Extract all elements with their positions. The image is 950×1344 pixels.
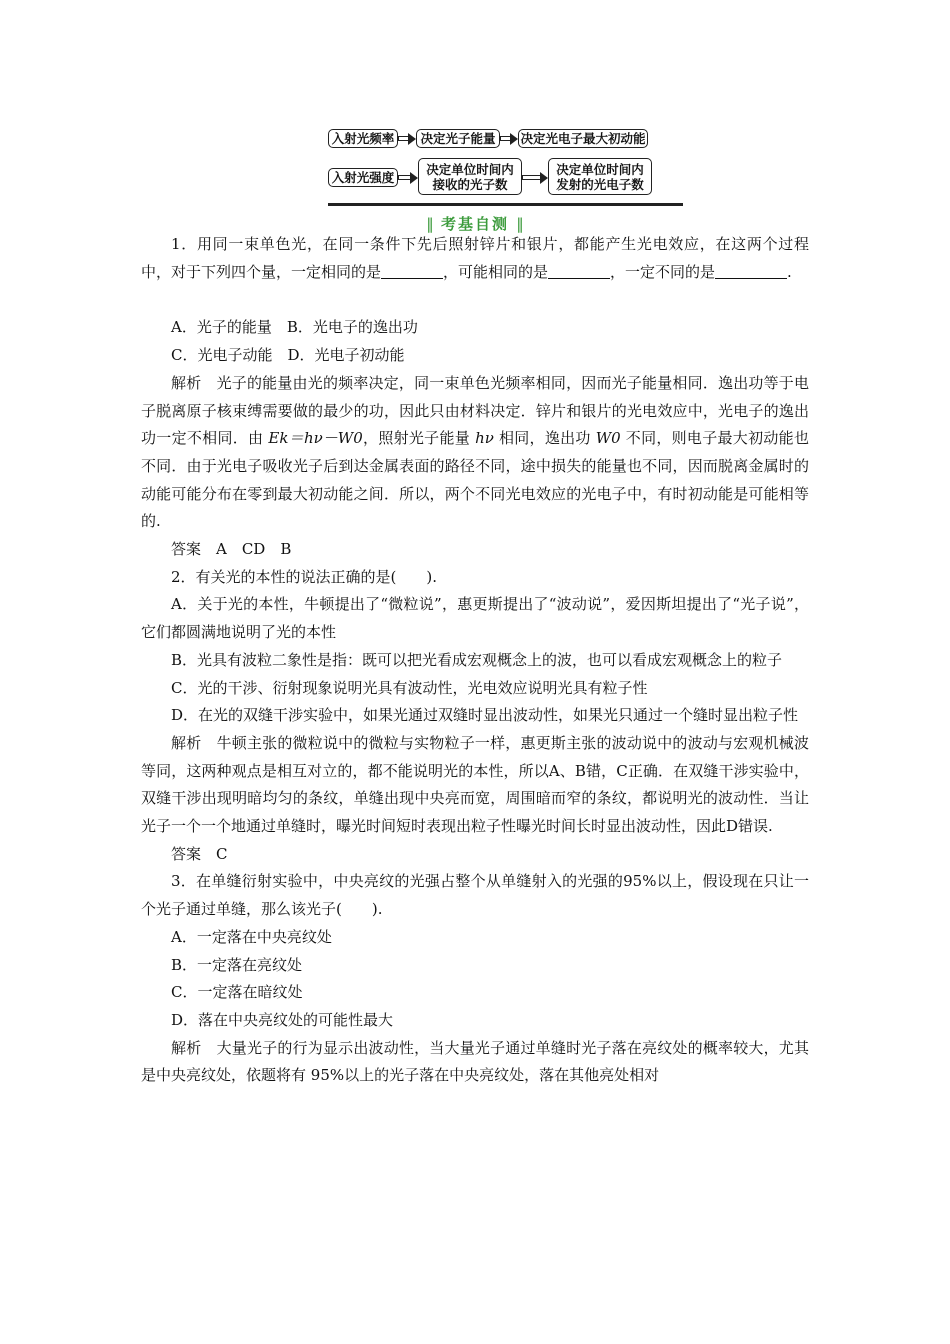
- q3-option-a: A．一定落在中央亮纹处: [171, 927, 332, 946]
- q2-analysis: 解析 牛顿主张的微粒说中的微粒与实物粒子一样，惠更斯主张的波动说中的波动与宏观机械波等同，这两种观点是相互对立的，都不能说明光的本性，所以A、B错，C正确．在双缝干涉实验中，双缝干涉出现明暗均匀的条纹，单缝出现中央亮而宽，周围暗而窄的条纹，都说明光的波动性．当让光子一个一个地通过单缝时，曝光时间短时表现出粒子性曝光时间长时显出波动性，因此D错误.: [141, 733, 809, 836]
- q1-analysis: 解析 光子的能量由光的频率决定，同一束单色光频率相同，因而光子能量相同．逸出功等于电子脱离原子核束缚需要做的最少的功，因此只由材料决定．锌片和银片的光电效应中，光电子的逸出功一定不相同．由 Ek＝hν－W0，照射光子能量 hν 相同，逸出功 W0 不同，则电子最大初动能也不同．由于光电子吸收光子后到达金属表面的路径不同，途中损失的能量也不同，因而脱离金属时的动能可能分布在零到最大初动能之间．所以，两个不同光电效应的光电子中，有时初动能是可能相等的.: [141, 373, 809, 531]
- question-content: [141, 231, 809, 1090]
- q3-option-c: C．一定落在暗纹处: [171, 983, 303, 1002]
- q2-option-b: B．光具有波粒二象性是指：既可以把光看成宏观概念上的波，也可以看成宏观概念上的粒子: [171, 650, 783, 669]
- box-incident-intensity: 入射光强度: [328, 168, 398, 187]
- q2-stem: 2．有关光的本性的说法正确的是( ).: [171, 567, 438, 586]
- answer-blank: [715, 260, 787, 279]
- q1-answer: 答案 A CD B: [171, 540, 292, 559]
- box-photon-energy: 决定光子能量: [416, 129, 500, 148]
- q1-options-line2: C．光电子动能 D．光电子初动能: [171, 346, 405, 365]
- q3-option-d: D．落在中央亮纹处的可能性最大: [171, 1010, 394, 1029]
- answer-blank: [548, 260, 610, 279]
- box-max-kinetic-energy: 决定光电子最大初动能: [518, 129, 648, 148]
- answer-blank: [381, 260, 443, 279]
- q1-stem: 1．用同一束单色光，在同一条件下先后照射锌片和银片，都能产生光电效应，在这两个过程中，对于下列四个量，一定相同的是 ，可能相同的是 ，一定不同的是 .: [141, 235, 809, 281]
- q2-answer: 答案 C: [171, 844, 228, 863]
- q2-option-c: C．光的干涉、衍射现象说明光具有波动性，光电效应说明光具有粒子性: [171, 678, 648, 697]
- arrow-icon: [500, 133, 518, 145]
- q2-option-a: A．关于光的本性，牛顿提出了“微粒说”，惠更斯提出了“波动说”，爱因斯坦提出了“光子说”，它们都圆满地说明了光的本性: [141, 595, 809, 642]
- heading-bar-right: ‖: [516, 215, 524, 233]
- q3-option-b: B．一定落在亮纹处: [171, 955, 303, 974]
- arrow-icon: [398, 172, 418, 184]
- q3-stem: 3．在单缝衍射实验中，中央亮纹的光强占整个从单缝射入的光强的95%以上，假设现在只让一个光子通过单缝，那么该光子( ).: [141, 872, 809, 919]
- q1-options-line1: A．光子的能量 B．光电子的逸出功: [171, 318, 418, 337]
- diagram-rule: [328, 203, 683, 206]
- arrow-icon: [522, 172, 548, 184]
- flow-diagram: [328, 127, 683, 207]
- arrow-icon: [398, 133, 416, 145]
- q3-analysis: 解析 大量光子的行为显示出波动性，当大量光子通过单缝时光子落在亮纹处的概率较大，尤其是中央亮纹处，依题将有 95%以上的光子落在中央亮纹处，落在其他亮处相对: [141, 1038, 809, 1085]
- q2-option-d: D．在光的双缝干涉实验中，如果光通过双缝时显出波动性，如果光只通过一个缝时显出粒子性: [171, 706, 799, 725]
- section-title: 考基自测: [440, 215, 509, 233]
- box-photoelectrons-emitted: 决定单位时间内 发射的光电子数: [548, 158, 652, 195]
- heading-bar-left: ‖: [426, 215, 434, 233]
- box-photons-received: 决定单位时间内 接收的光子数: [418, 158, 522, 195]
- box-incident-frequency: 入射光频率: [328, 129, 398, 148]
